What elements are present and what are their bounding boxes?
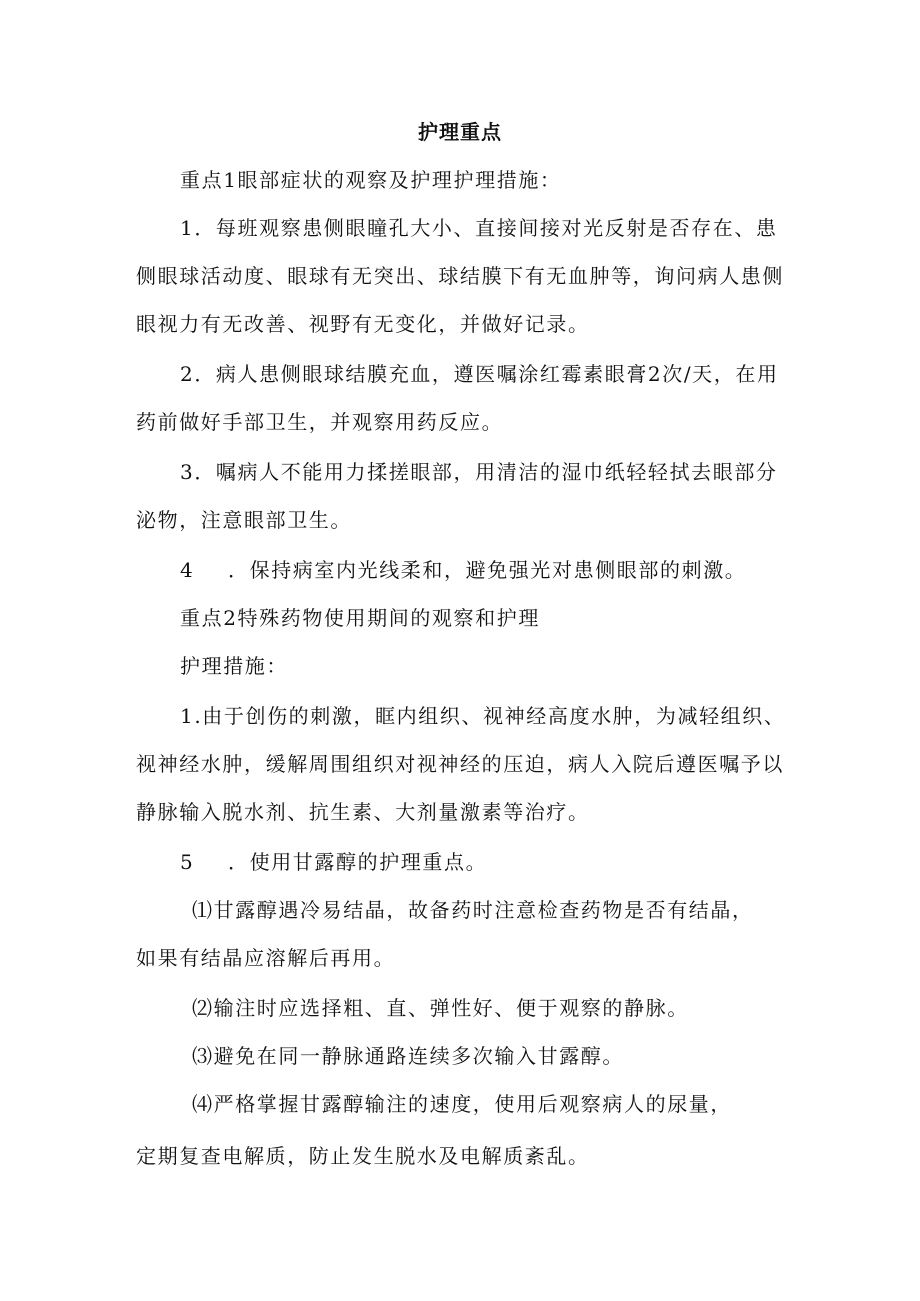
s2-item5-number: 5 bbox=[180, 850, 195, 874]
page-title: 护理重点 bbox=[418, 120, 502, 144]
s2-item1-line2: 视神经水肿，缓解周围组织对视神经的压迫，病人入院后遵医嘱予以 bbox=[136, 752, 784, 776]
s1-item4-text: ．保持病室内光线柔和，避免强光对患侧眼部的刺激。 bbox=[228, 558, 747, 582]
s1-item2-line1: 2．病人患侧眼球结膜充血，遵医嘱涂红霉素眼膏2次/天，在用 bbox=[180, 362, 779, 386]
s2-sub1-line2: 如果有结晶应溶解后再用。 bbox=[136, 946, 396, 970]
s1-item1-line2: 侧眼球活动度、眼球有无突出、球结膜下有无血肿等，询问病人患侧 bbox=[136, 264, 784, 288]
section1-heading: 重点1眼部症状的观察及护理护理措施： bbox=[180, 168, 562, 192]
s2-sub2: ⑵输注时应选择粗、直、弹性好、便于观察的静脉。 bbox=[192, 996, 689, 1020]
s1-item1-line1: 1．每班观察患侧眼瞳孔大小、直接间接对光反射是否存在、患 bbox=[180, 216, 778, 240]
section2-heading: 重点2特殊药物使用期间的观察和护理 bbox=[180, 606, 540, 630]
s2-item1-line1: 1.由于创伤的刺激，眶内组织、视神经高度水肿，为减轻组织、 bbox=[180, 704, 786, 728]
s1-item3-line1: 3．嘱病人不能用力揉搓眼部，用清洁的湿巾纸轻轻拭去眼部分 bbox=[180, 460, 778, 484]
section2-subheading: 护理措施： bbox=[180, 654, 288, 678]
s1-item1-line3: 眼视力有无改善、视野有无变化，并做好记录。 bbox=[136, 312, 590, 336]
s2-sub1-line1: ⑴甘露醇遇冷易结晶，故备药时注意检查药物是否有结晶， bbox=[192, 898, 754, 922]
s1-item3-line2: 泌物，注意眼部卫生。 bbox=[136, 508, 352, 532]
s2-sub3: ⑶避免在同一静脉通路连续多次输入甘露醇。 bbox=[192, 1044, 624, 1068]
s2-item5 bbox=[180, 848, 487, 876]
s2-sub4-line2: 定期复查电解质，防止发生脱水及电解质紊乱。 bbox=[136, 1144, 590, 1168]
s1-item2-line2: 药前做好手部卫生，并观察用药反应。 bbox=[136, 410, 504, 434]
s2-item5-text: ．使用甘露醇的护理重点。 bbox=[228, 850, 488, 874]
s2-sub4-line1: ⑷严格掌握甘露醇输注的速度，使用后观察病人的尿量， bbox=[192, 1092, 732, 1116]
s2-item1-line3: 静脉输入脱水剂、抗生素、大剂量激素等治疗。 bbox=[136, 800, 590, 824]
s1-item4-number: 4 bbox=[180, 558, 195, 582]
s1-item4 bbox=[180, 556, 746, 584]
